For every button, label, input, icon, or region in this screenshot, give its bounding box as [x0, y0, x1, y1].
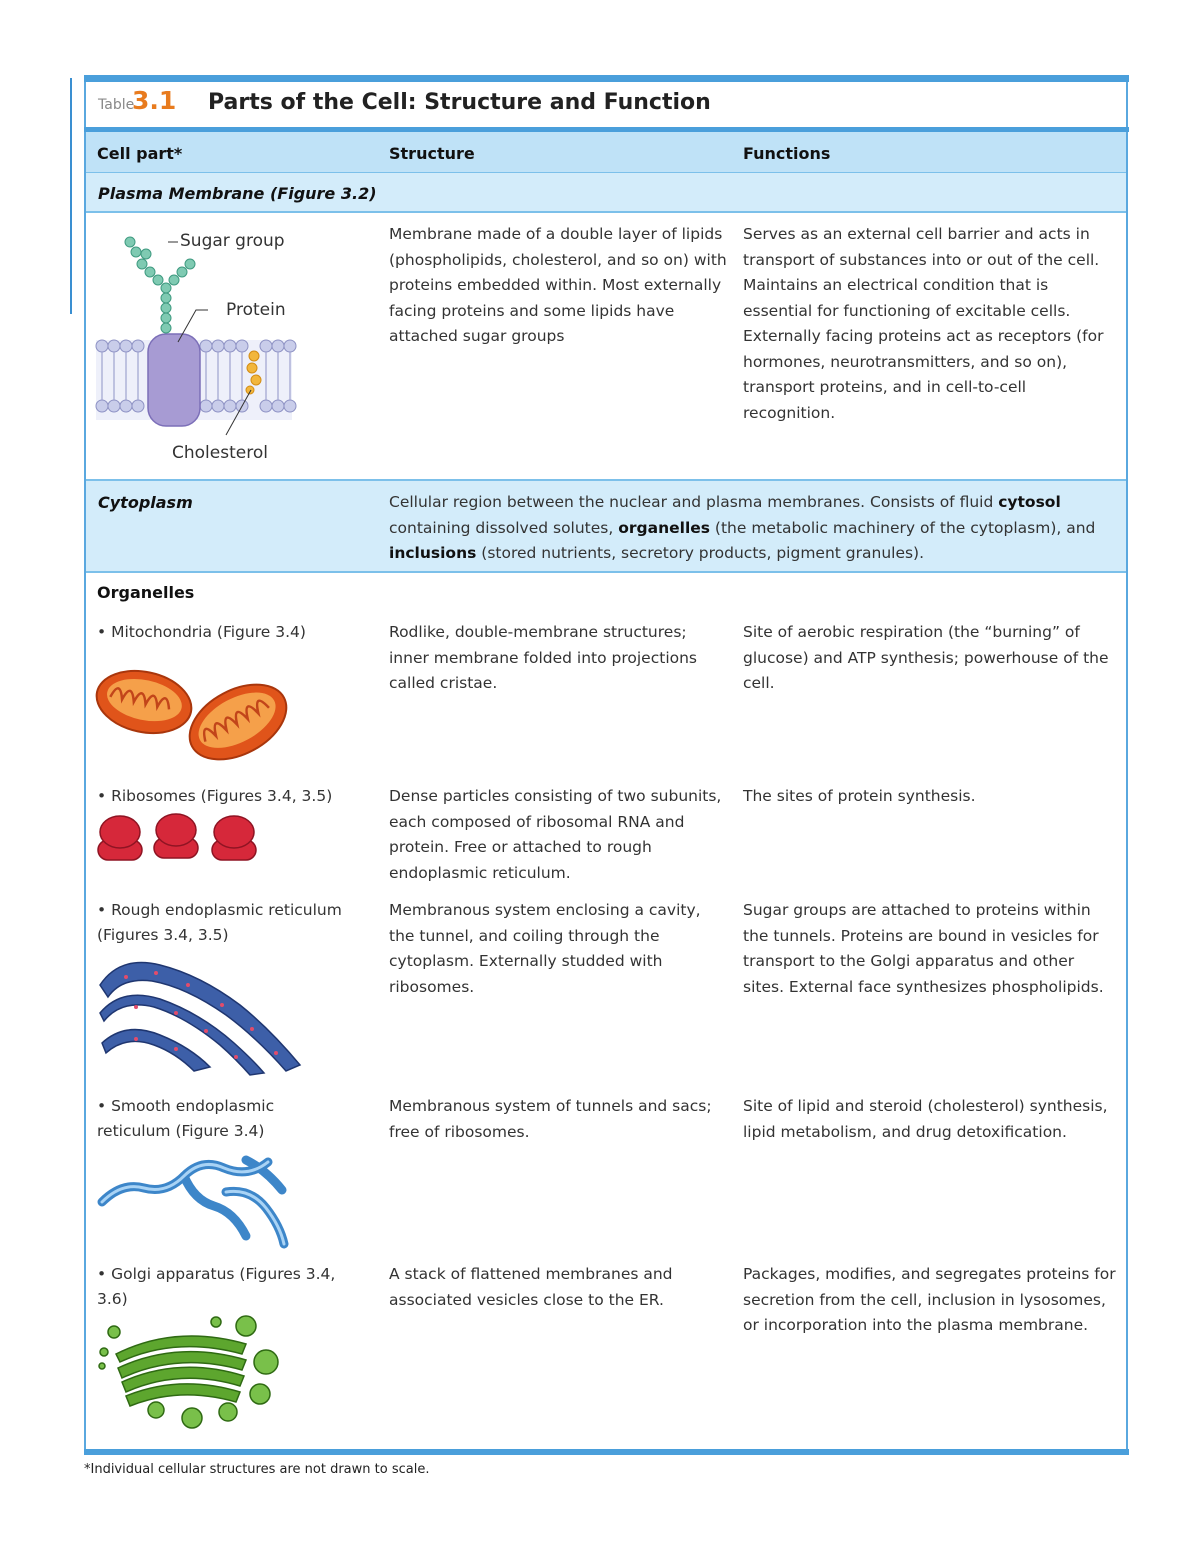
- smooth-er-functions: Site of lipid and steroid (cholesterol) synthesis, lipid metabolism, and drug detoxification.: [743, 1097, 1108, 1141]
- plasma-membrane-figure: [96, 230, 296, 465]
- rough-er-figure: [96, 955, 306, 1075]
- table-title-row: [86, 82, 1126, 126]
- table-top-bar: [84, 75, 1129, 82]
- header-structure: Structure: [389, 144, 475, 163]
- table-prefix: Table: [98, 97, 135, 113]
- table-bottom-bar: [84, 1449, 1129, 1455]
- table-header-row: [86, 132, 1126, 172]
- organelle-golgi: • Golgi apparatus (Figures 3.4, 3.6): [97, 1265, 336, 1308]
- label-protein: Protein: [226, 300, 286, 320]
- ribosomes-functions: The sites of protein synthesis.: [743, 787, 976, 805]
- golgi-structure: A stack of flattened membranes and associated vesicles close to the ER.: [389, 1265, 673, 1309]
- divider: [86, 571, 1126, 573]
- organelles-heading: Organelles: [97, 583, 195, 602]
- plasma-structure: Membrane made of a double layer of lipids (phospholipids, cholesterol, and so on) with proteins embedded within. Most externally facing proteins and some lipids have attached sugar groups: [389, 225, 727, 345]
- section-label: Plasma Membrane (Figure 3.2): [98, 184, 377, 203]
- rough-er-functions: Sugar groups are attached to proteins within the tunnels. Proteins are bound in vesicles for transport to the Golgi apparatus and other sites. External face synthesizes phospholipids.: [743, 901, 1104, 996]
- section-label: Cytoplasm: [98, 493, 193, 512]
- footnote: *Individual cellular structures are not drawn to scale.: [84, 1462, 430, 1477]
- plasma-functions: Serves as an external cell barrier and acts in transport of substances into or out of the cell. Maintains an electrical condition that is essential for functioning of excitable cells. Externally facing proteins act as receptors (for hormones, neurotransmitters, and so on), transport proteins, and in cell-to-cell recognition.: [743, 225, 1104, 422]
- golgi-functions: Packages, modifies, and segregates proteins for secretion from the cell, inclusion in lysosomes, or incorporation into the plasma membrane.: [743, 1265, 1116, 1334]
- ribosomes-structure: Dense particles consisting of two subunits, each composed of ribosomal RNA and protein. Free or attached to rough endoplasmic reticulum.: [389, 787, 722, 882]
- organelle-rough-er: • Rough endoplasmic reticulum (Figures 3.4, 3.5): [97, 901, 342, 944]
- organelle-smooth-er: • Smooth endoplasmic reticulum (Figure 3.4): [97, 1097, 275, 1140]
- label-sugar-group: Sugar group: [180, 231, 285, 251]
- smooth-er-structure: Membranous system of tunnels and sacs; free of ribosomes.: [389, 1097, 712, 1141]
- header-cell-part: Cell part*: [97, 144, 183, 163]
- mitochondria-structure: Rodlike, double-membrane structures; inner membrane folded into projections called cristae.: [389, 623, 698, 692]
- mitochondria-figure: [96, 660, 296, 770]
- mitochondria-functions: Site of aerobic respiration (the “burning” of glucose) and ATP synthesis; powerhouse of the cell.: [743, 623, 1109, 692]
- keyword-cytosol: cytosol: [998, 493, 1061, 511]
- divider: [86, 211, 1126, 213]
- organelle-ribosomes: • Ribosomes (Figures 3.4, 3.5): [97, 787, 333, 805]
- golgi-figure: [96, 1312, 286, 1432]
- margin-rule: [70, 78, 72, 314]
- section-plasma-membrane: [86, 173, 1126, 211]
- rough-er-structure: Membranous system enclosing a cavity, the tunnel, and coiling through the cytoplasm. Externally studded with ribosomes.: [389, 901, 701, 996]
- organelle-mitochondria: • Mitochondria (Figure 3.4): [97, 623, 306, 641]
- keyword-organelles: organelles: [618, 518, 710, 537]
- ribosomes-figure: [96, 810, 266, 865]
- header-functions: Functions: [743, 144, 831, 163]
- table-title: Parts of the Cell: Structure and Function: [208, 90, 711, 115]
- label-cholesterol: Cholesterol: [172, 443, 268, 463]
- protein-shape: [148, 334, 200, 426]
- cytoplasm-description: Cellular region between the nuclear and plasma membranes. Consists of fluid cytosol containing dissolved solutes, organelles (the metabolic machinery of the cytoplasm), and inclusions (stored nutrients, secretory products, pigment granules).: [389, 493, 1096, 562]
- keyword-inclusions: inclusions: [389, 544, 477, 562]
- table-number: 3.1: [132, 86, 177, 115]
- smooth-er-figure: [96, 1148, 306, 1248]
